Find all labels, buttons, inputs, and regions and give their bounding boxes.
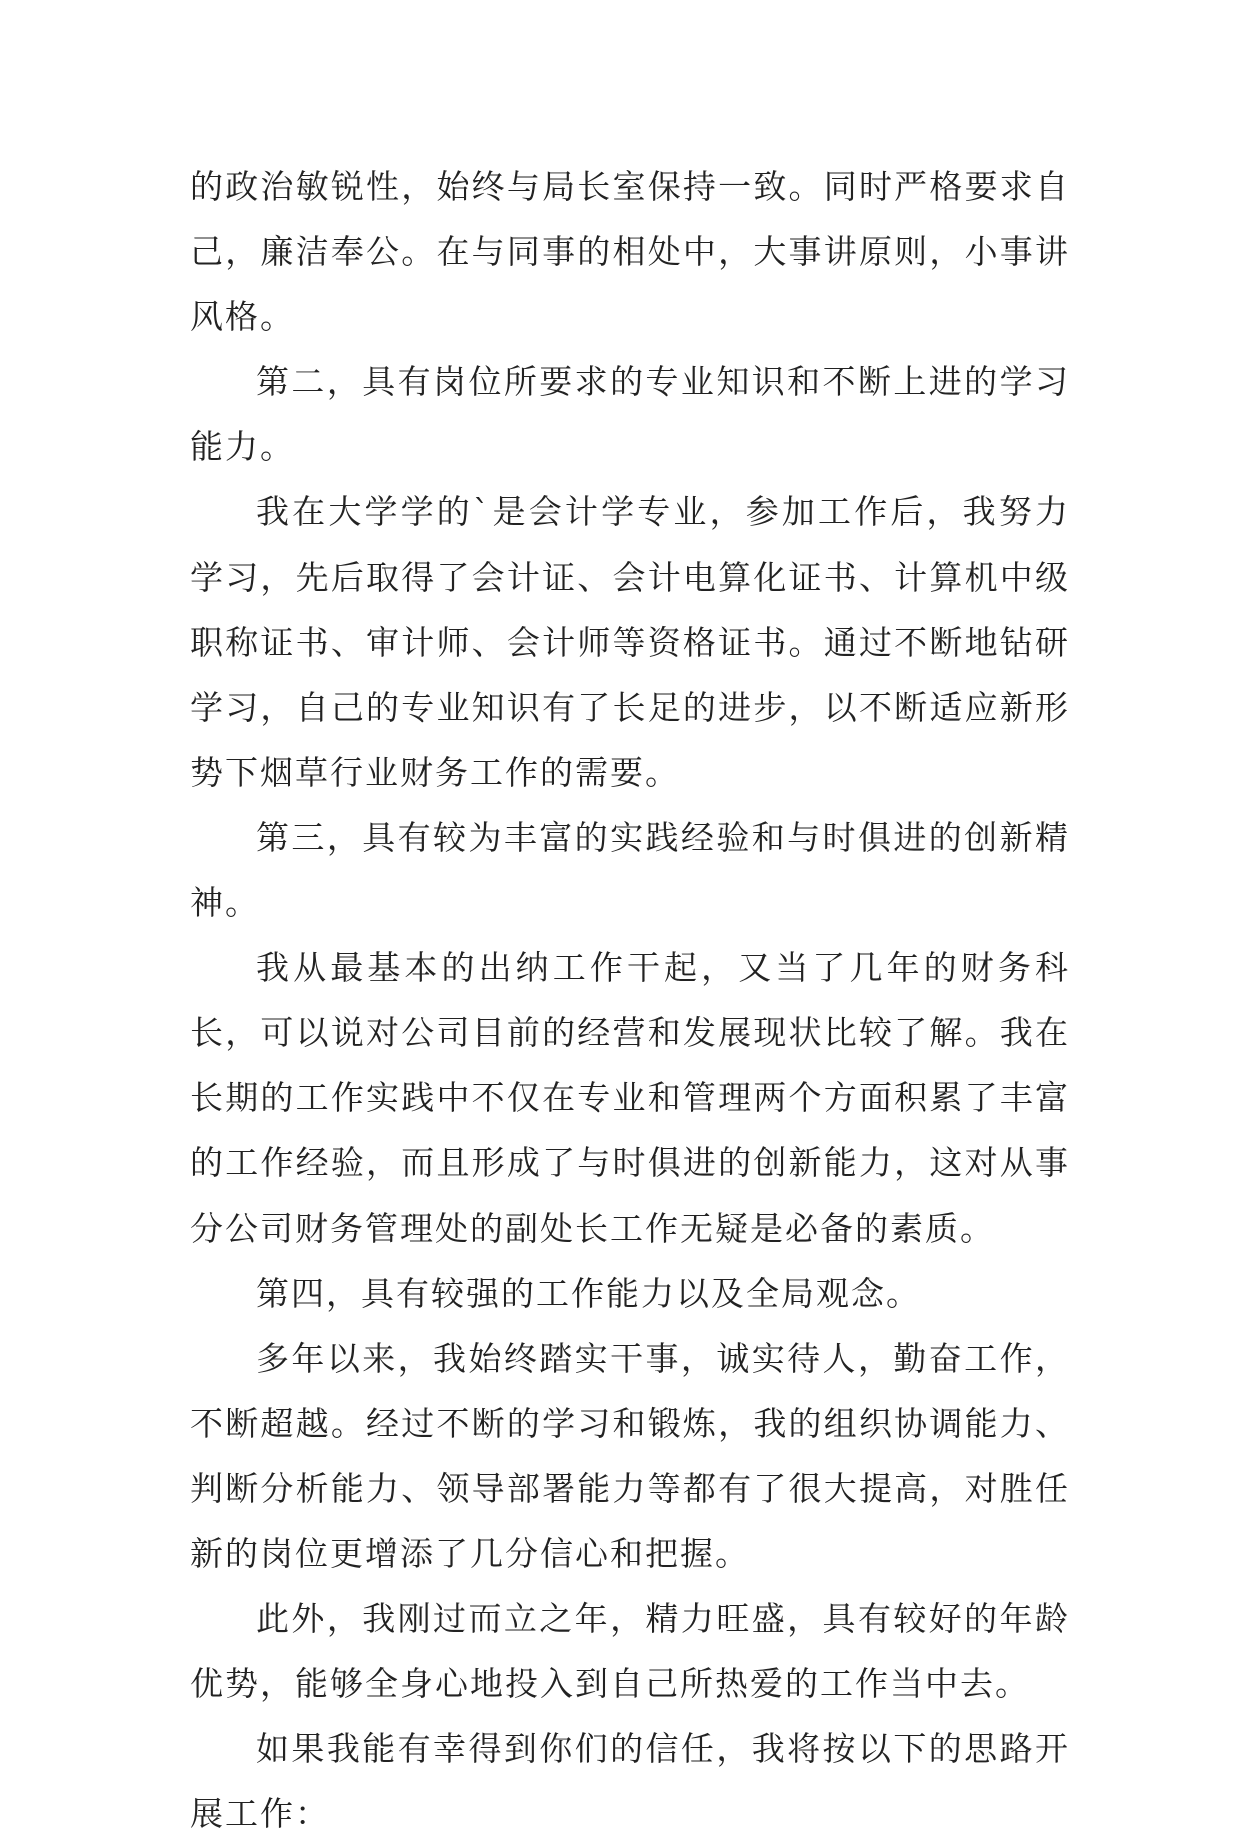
document-body xyxy=(190,154,1070,1846)
paragraph-8: 此外，我刚过而立之年，精力旺盛，具有较好的年龄优势，能够全身心地投入到自己所热爱的工作当中去。 xyxy=(190,1599,1070,1704)
paragraph-9: 如果我能有幸得到你们的信任，我将按以下的思路开展工作： xyxy=(190,1729,1070,1834)
paragraph-1: 的政治敏锐性，始终与局长室保持一致。同时严格要求自己，廉洁奉公。在与同事的相处中，大事讲原则，小事讲风格。 xyxy=(190,167,1070,337)
paragraph-6: 第四，具有较强的工作能力以及全局观念。 xyxy=(256,1273,921,1313)
paragraph-3: 我在大学学的`是会计学专业，参加工作后，我努力学习，先后取得了会计证、会计电算化证书、计算机中级职称证书、审计师、会计师等资格证书。通过不断地钻研学习，自己的专业知识有了长足的进步，以不断适应新形势下烟草行业财务工作的需要。 xyxy=(190,492,1070,792)
paragraph-5: 我从最基本的出纳工作干起，又当了几年的财务科长，可以说对公司目前的经营和发展现状比较了解。我在长期的工作实践中不仅在专业和管理两个方面积累了丰富的工作经验，而且形成了与时俱进的创新能力，这对从事分公司财务管理处的副处长工作无疑是必备的素质。 xyxy=(190,948,1070,1248)
paragraph-7: 多年以来，我始终踏实干事，诚实待人，勤奋工作，不断超越。经过不断的学习和锻炼，我的组织协调能力、判断分析能力、领导部署能力等都有了很大提高，对胜任新的岗位更增添了几分信心和把握。 xyxy=(190,1338,1070,1573)
paragraph-4: 第三，具有较为丰富的实践经验和与时俱进的创新精神。 xyxy=(190,817,1070,923)
paragraph-2: 第二，具有岗位所要求的专业知识和不断上进的学习能力。 xyxy=(190,362,1070,467)
